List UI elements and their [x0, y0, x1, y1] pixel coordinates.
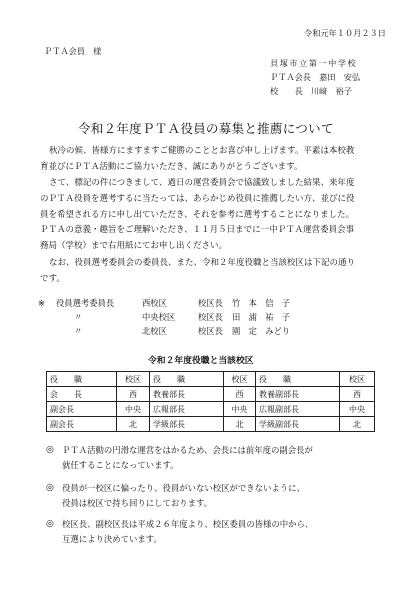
table-cell: 中央	[340, 402, 375, 417]
table-header-row	[47, 372, 375, 387]
note-item	[46, 517, 314, 546]
table-cell: 中央	[117, 402, 150, 417]
committee-name: 竹 本 信 子	[232, 298, 291, 308]
paragraph-line: のＰＴＡ役員を選考するに当たっては、あらかじめ役員に推薦したい方、並びに役	[40, 193, 355, 204]
note-line: 就任することになっています。	[62, 459, 179, 470]
table-row	[47, 387, 375, 402]
table-cell: 副会長	[47, 417, 117, 432]
table-cell: 教養部長	[150, 387, 224, 402]
table-cell: 北	[340, 417, 375, 432]
committee-district: 西校区	[142, 298, 167, 308]
table-header: 校区	[117, 372, 150, 387]
sender-principal: 校 長 川﨑 裕子	[270, 86, 352, 96]
table-cell: 西	[117, 387, 150, 402]
table-row	[47, 417, 375, 432]
table-header: 役 職	[256, 372, 340, 387]
paragraph-line: 員を希望される方に申し出ていただき、それを参考に選考することになりました。	[40, 209, 355, 220]
committee-label: 役員選考委員長	[56, 298, 115, 308]
asterisk-mark: ※	[38, 298, 45, 308]
committee-district: 北校区	[142, 326, 167, 336]
note-item	[46, 443, 313, 472]
table-cell: 広報部長	[150, 402, 224, 417]
table-cell: 北	[224, 417, 256, 432]
ditto-mark: 〃	[74, 326, 83, 336]
roles-table-title: 令和２年度役職と当該校区	[148, 356, 254, 366]
paragraph-greeting	[40, 144, 390, 176]
ditto-mark: 〃	[74, 312, 83, 322]
table-cell: 広報副部長	[256, 402, 340, 417]
table-header: 校区	[340, 372, 375, 387]
committee-role: 校区長	[198, 312, 223, 322]
page-title: 令和２年度ＰＴＡ役員の募集と推薦について	[78, 121, 334, 136]
note-line: 校区長、副校区長は平成２６年度より、校区委員の皆様の中から、	[62, 519, 314, 529]
addressee: ＰＴＡ会員 様	[44, 46, 102, 56]
committee-role: 校区長	[198, 326, 223, 336]
paragraph-line: 秋冷の候、皆様方にますますご健勝のこととお喜び申し上げます。平素は本校教	[49, 146, 355, 156]
paragraph-line: 務局（学校）まで右用紙にてお申し出ください。	[40, 241, 228, 252]
table-header: 校区	[224, 372, 256, 387]
committee-district: 中央校区	[142, 312, 176, 322]
paragraph-line: ＰＴＡの意義・趣旨をご理解いただき、１１月５日までに一中ＰＴＡ運営委員会事	[40, 225, 355, 236]
committee-name: 園 定 みどり	[232, 326, 291, 336]
sender-school: 貝塚市立第一中学校	[270, 58, 358, 68]
table-header: 役 職	[47, 372, 117, 387]
table-cell: 会 長	[47, 387, 117, 402]
double-circle-icon: ◎	[46, 445, 54, 455]
table-cell: 中央	[224, 402, 256, 417]
note-line: 役員は校区で持ち回りにしております。	[62, 497, 213, 508]
table-cell: 北	[117, 417, 150, 432]
table-cell: 教養副部長	[256, 387, 340, 402]
document-date: 令和元年１０月２３日	[304, 28, 386, 38]
table-cell: 西	[224, 387, 256, 402]
table-cell: 西	[340, 387, 375, 402]
note-line: 役員が一校区に偏ったり、役員がいない校区ができないように、	[62, 483, 305, 493]
paragraph-line: 育並びにＰＴＡ活動にご協力いただき、誠にありがとうございます。	[40, 161, 303, 172]
note-item	[46, 481, 305, 510]
sender-pta-president: ＰＴＡ会長 嘉田 安弘	[270, 72, 361, 82]
table-cell: 学級副部長	[256, 417, 340, 432]
double-circle-icon: ◎	[46, 519, 54, 529]
paragraph-line: です。	[40, 273, 65, 284]
committee-role: 校区長	[198, 298, 223, 308]
double-circle-icon: ◎	[46, 483, 54, 493]
paragraph-line: さて、標記の件につきまして、過日の運営委員会で協議致しました結果、来年度	[49, 178, 355, 188]
roles-table	[46, 371, 375, 432]
table-cell: 学級部長	[150, 417, 224, 432]
table-row	[47, 402, 375, 417]
note-line: ＰＴＡ活動の円滑な運営をはかるため、会長には前年度の副会長が	[62, 445, 313, 455]
paragraph-line: なお、役員選考委員会の委員長、また、令和２年度役職と当該校区は下記の通り	[49, 258, 356, 268]
paragraph-note	[40, 256, 390, 288]
table-header: 役 職	[150, 372, 224, 387]
table-cell: 副会長	[47, 402, 117, 417]
committee-name: 田 浦 祐 子	[232, 312, 291, 322]
paragraph-main	[40, 176, 390, 255]
note-line: 互選により決めています。	[62, 533, 162, 544]
